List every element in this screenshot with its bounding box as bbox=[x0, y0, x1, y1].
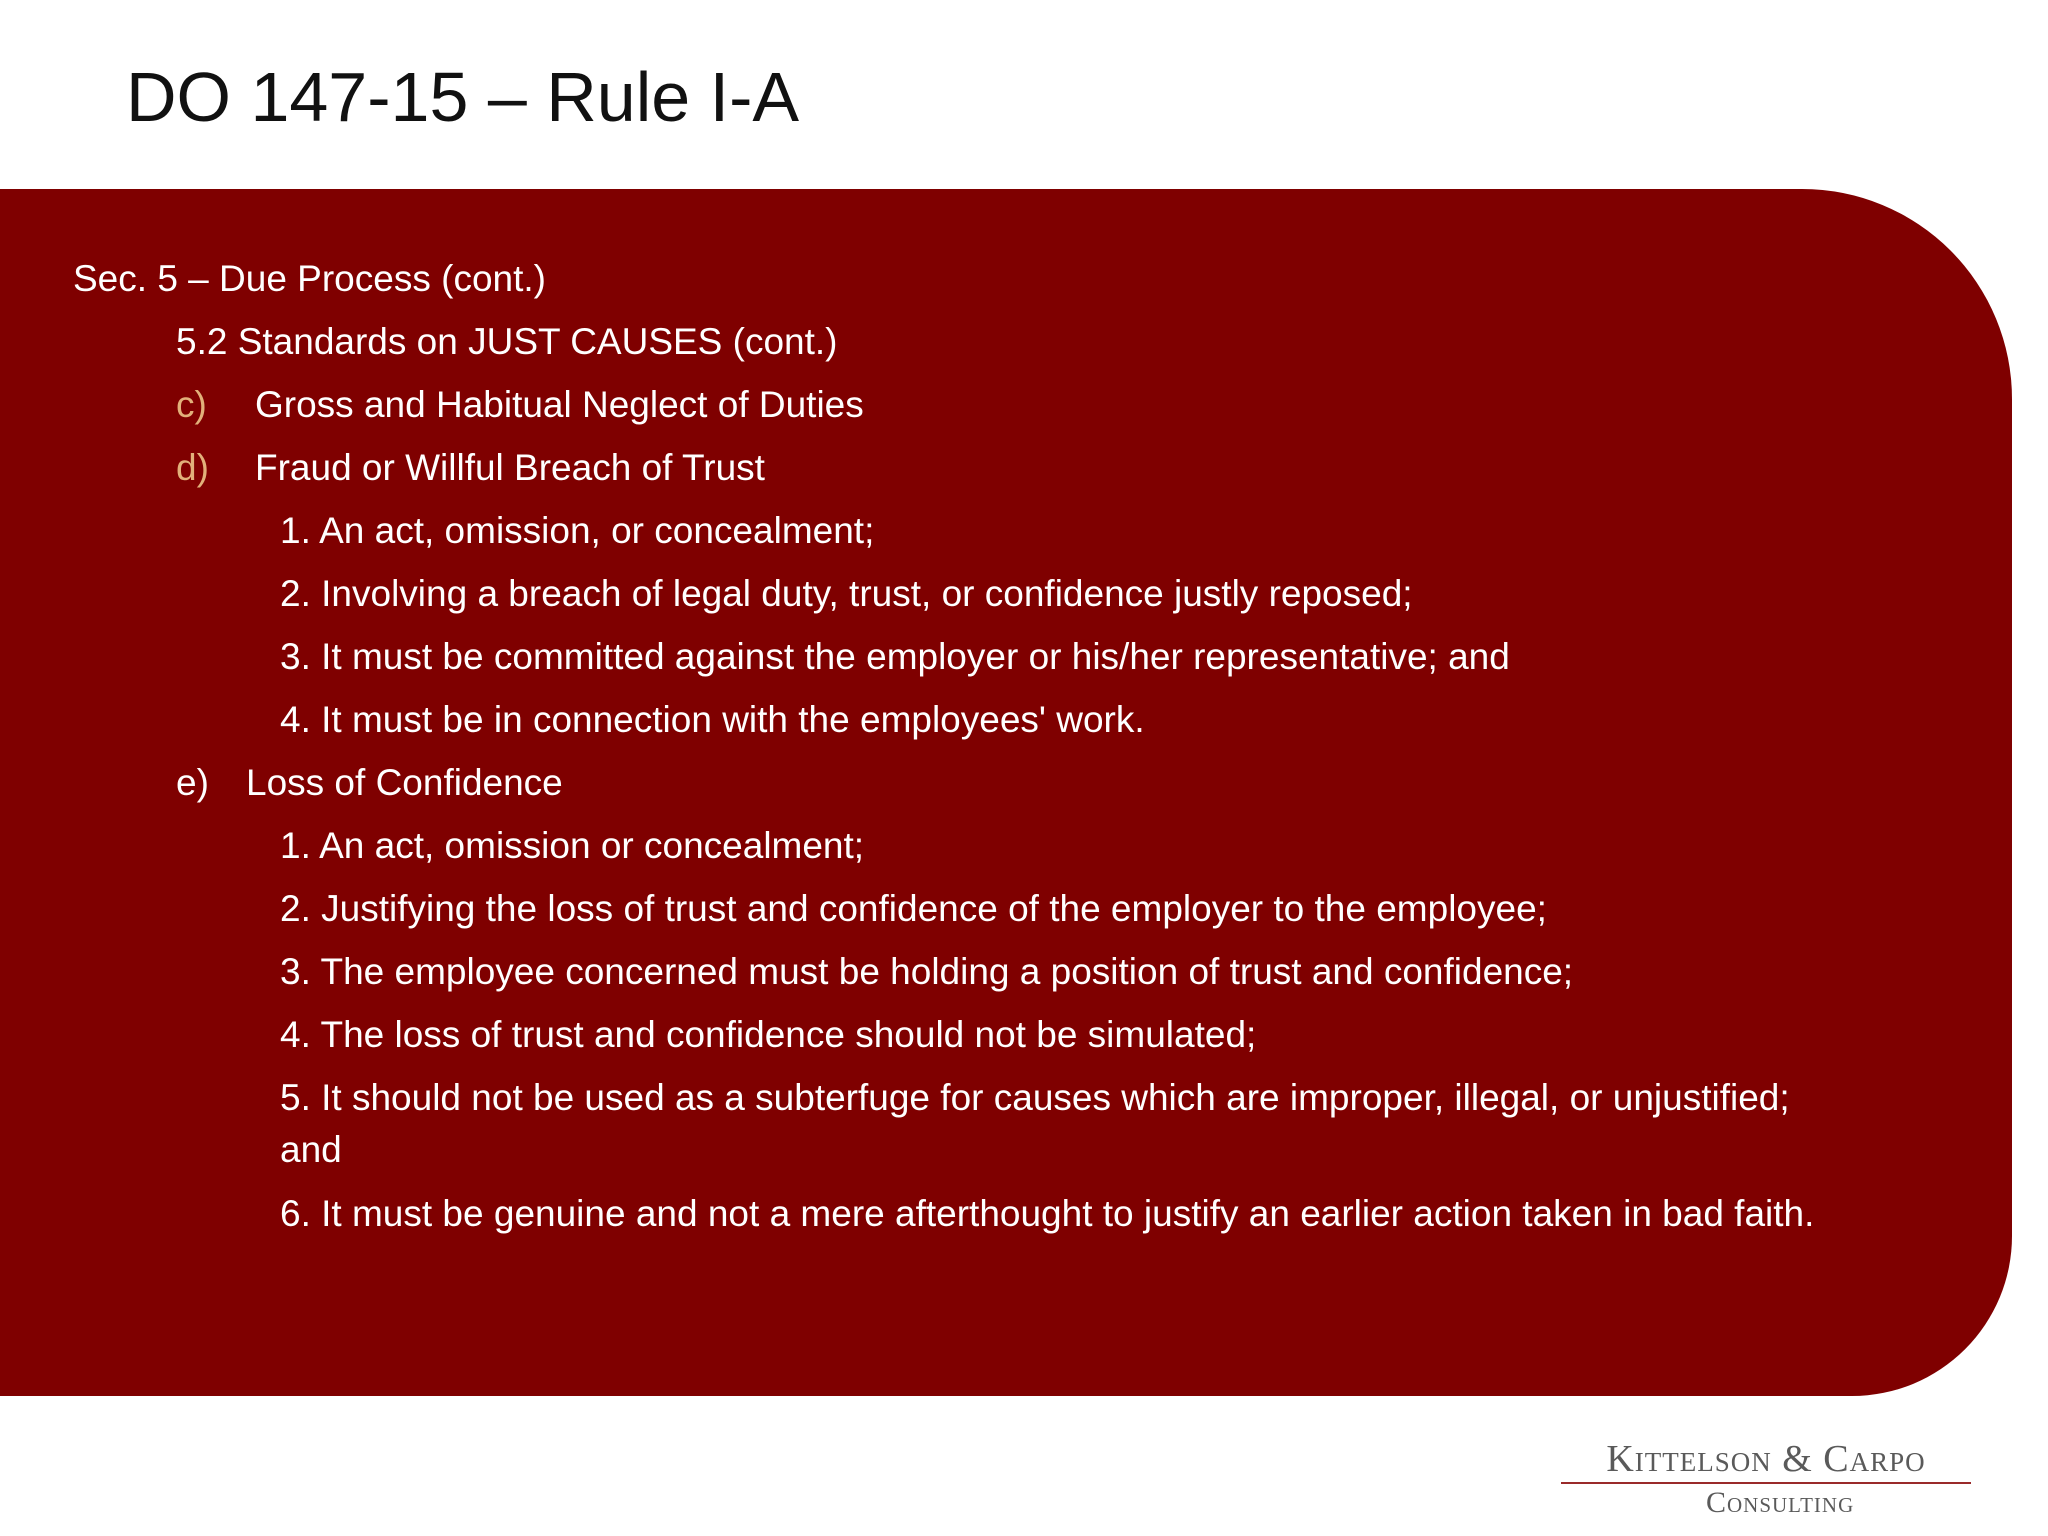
item-e-point-1: 1. An act, omission or concealment; bbox=[280, 825, 865, 866]
list-item-e bbox=[176, 757, 563, 809]
item-e-marker: e) bbox=[176, 762, 209, 803]
item-e-point-3: 3. The employee concerned must be holding a position of trust and confidence; bbox=[280, 951, 1574, 992]
slide-title: DO 147-15 – Rule I-A bbox=[126, 58, 800, 136]
item-c-marker: c) bbox=[176, 384, 207, 425]
item-e-point-6: 6. It must be genuine and not a mere afterthought to justify an earlier action taken in bad faith. bbox=[280, 1193, 1815, 1234]
list-item-c bbox=[176, 379, 864, 431]
item-e-point-5: 5. It should not be used as a subterfuge for causes which are improper, illegal, or unjustified; and bbox=[280, 1077, 1790, 1170]
logo-line-2: Consulting bbox=[1706, 1486, 1855, 1519]
section-heading: Sec. 5 – Due Process (cont.) bbox=[73, 258, 546, 299]
item-e-point-4: 4. The loss of trust and confidence should not be simulated; bbox=[280, 1014, 1257, 1055]
logo-line-1: Kittelson & Carpo bbox=[1561, 1440, 1971, 1484]
item-e-text: Loss of Confidence bbox=[246, 762, 563, 803]
item-d-point-4: 4. It must be in connection with the employees' work. bbox=[280, 699, 1145, 740]
content-panel bbox=[0, 189, 2012, 1396]
content-body bbox=[0, 189, 2012, 1396]
item-d-text: Fraud or Willful Breach of Trust bbox=[255, 447, 765, 488]
item-d-marker: d) bbox=[176, 447, 209, 488]
item-e-point-2: 2. Justifying the loss of trust and confidence of the employer to the employee; bbox=[280, 888, 1547, 929]
list-item-d bbox=[176, 442, 765, 494]
company-logo bbox=[1556, 1440, 1976, 1518]
item-d-point-2: 2. Involving a breach of legal duty, trust, or confidence justly reposed; bbox=[280, 573, 1413, 614]
item-c-text: Gross and Habitual Neglect of Duties bbox=[255, 384, 864, 425]
subsection-heading: 5.2 Standards on JUST CAUSES (cont.) bbox=[176, 321, 838, 362]
item-d-point-1: 1. An act, omission, or concealment; bbox=[280, 510, 875, 551]
item-d-point-3: 3. It must be committed against the employer or his/her representative; and bbox=[280, 636, 1510, 677]
